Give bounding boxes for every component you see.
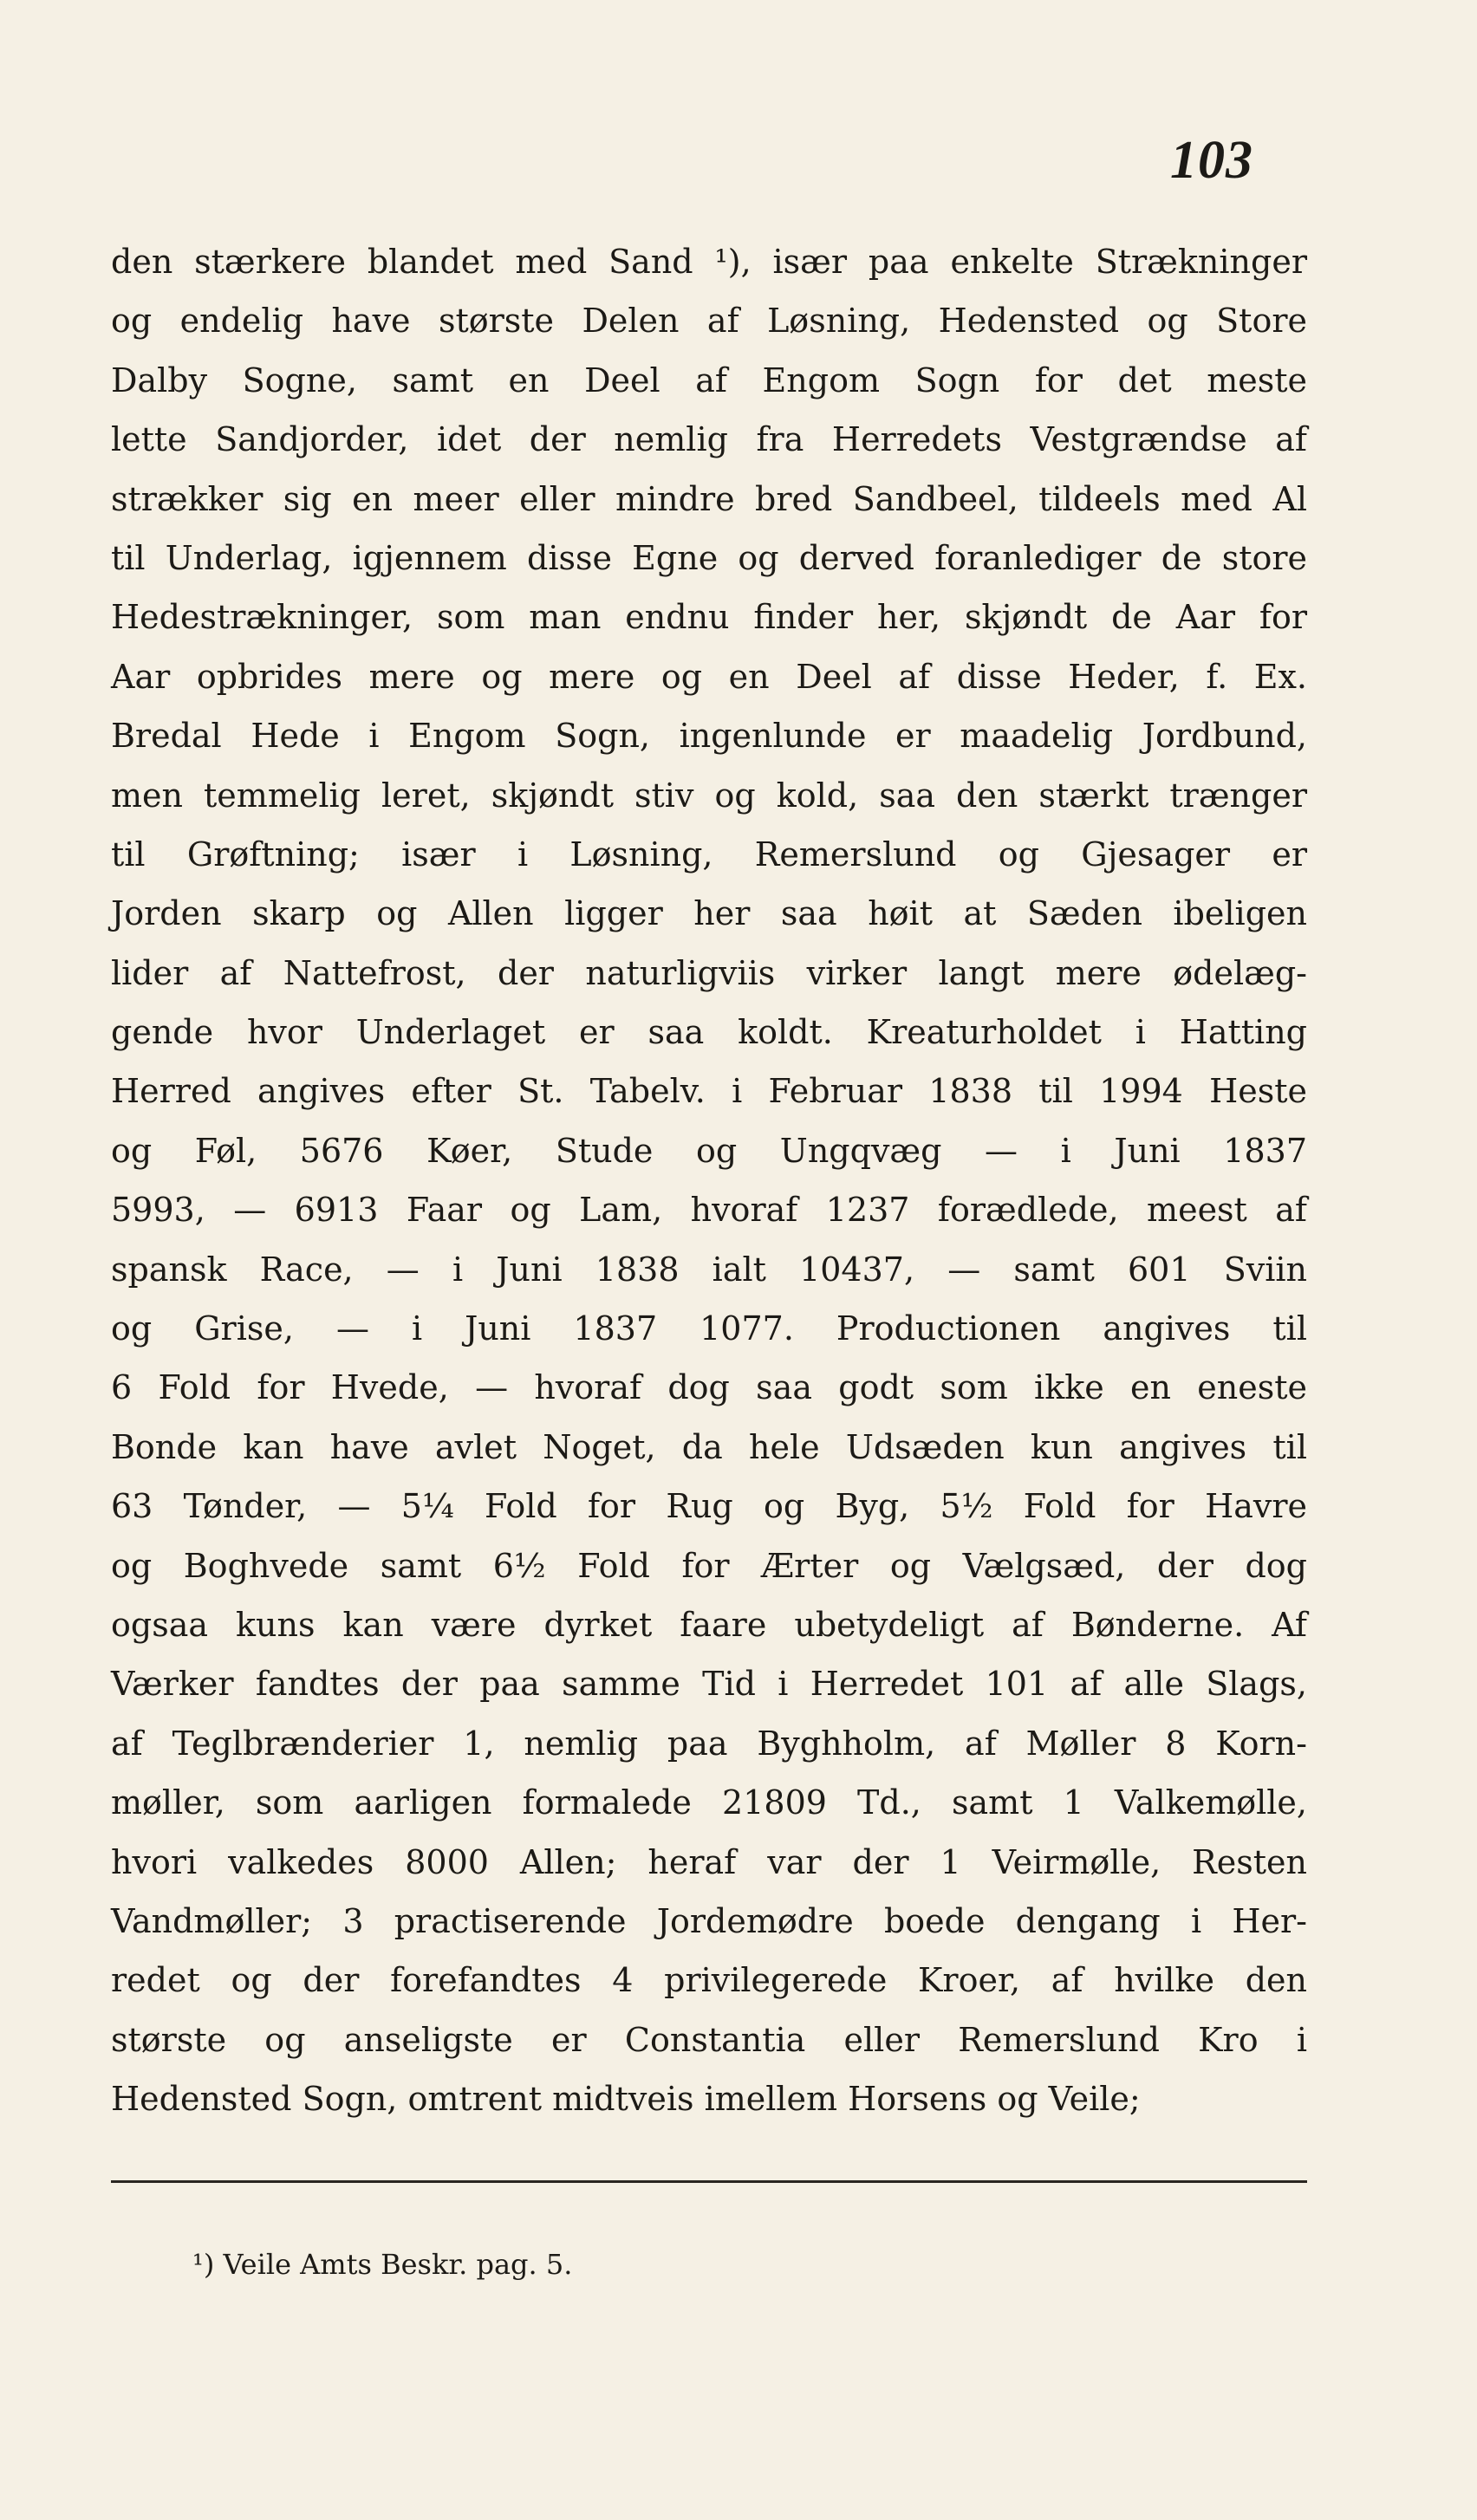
text-line: største og anseligste er Constantia eller Remerslund Kro i (111, 2020, 1307, 2059)
text-line: Dalby Sogne, samt en Deel af Engom Sogn for det meste (111, 360, 1307, 399)
text-line: 63 Tønder, — 5¼ Fold for Rug og Byg, 5½ Fold for Havre (111, 1487, 1307, 1526)
text-line: strækker sig en meer eller mindre bred Sandbeel, tildeels med Al (111, 479, 1307, 518)
text-line: men temmelig leret, skjøndt stiv og kold, saa den stærkt trænger (111, 776, 1307, 815)
text-line: Herred angives efter St. Tabelv. i Februar 1838 til 1994 Heste (111, 1072, 1307, 1111)
text-line: 6 Fold for Hvede, — hvoraf dog saa godt som ikke en eneste (111, 1368, 1307, 1407)
text-line: Bredal Hede i Engom Sogn, ingenlunde er maadelig Jordbund, (111, 717, 1307, 756)
text-line: og Føl, 5676 Køer, Stude og Ungqvæg — i Juni 1837 (111, 1131, 1307, 1170)
text-line: gende hvor Underlaget er saa koldt. Kreaturholdet i Hatting (111, 1013, 1307, 1052)
text-line: Hedensted Sogn, omtrent midtveis imellem Horsens og Veile; (111, 2080, 1141, 2119)
footnote-divider (111, 2180, 1307, 2183)
text-line: ogsaa kuns kan være dyrket faare ubetydeligt af Bønderne. Af (111, 1605, 1307, 1644)
text-line: til Underlag, igjennem disse Egne og derved foranlediger de store (111, 538, 1307, 577)
text-line: og Grise, — i Juni 1837 1077. Productionen angives til (111, 1309, 1307, 1348)
text-line: Hedestrækninger, som man endnu finder her, skjøndt de Aar for (111, 598, 1307, 637)
text-line: til Grøftning; især i Løsning, Remerslund og Gjesager er (111, 835, 1307, 874)
text-line: af Teglbrænderier 1, nemlig paa Byghholm, af Møller 8 Korn- (111, 1724, 1307, 1763)
text-line: lider af Nattefrost, der naturligviis virker langt mere ødelæg- (111, 953, 1307, 992)
text-line: og endelig have største Delen af Løsning, Hedensted og Store (111, 302, 1307, 341)
text-line: Jorden skarp og Allen ligger her saa høit at Sæden ibeligen (111, 894, 1307, 933)
text-line: redet og der forefandtes 4 privilegerede Kroer, af hvilke den (111, 1961, 1307, 2000)
body-text (111, 232, 1307, 2129)
text-line: møller, som aarligen formalede 21809 Td., samt 1 Valkemølle, (111, 1783, 1307, 1822)
text-line: den stærkere blandet med Sand ¹), især paa enkelte Strækninger (111, 243, 1307, 281)
page-number: 103 (1170, 131, 1253, 190)
text-line: lette Sandjorder, idet der nemlig fra Herredets Vestgrændse af (111, 420, 1307, 459)
footnote: ¹) Veile Amts Beskr. pag. 5. (192, 2248, 573, 2281)
text-line: og Boghvede samt 6½ Fold for Ærter og Vælgsæd, der dog (111, 1546, 1307, 1585)
text-line: Værker fandtes der paa samme Tid i Herredet 101 af alle Slags, (111, 1665, 1307, 1704)
text-line: spansk Race, — i Juni 1838 ialt 10437, — samt 601 Sviin (111, 1250, 1307, 1289)
text-line: Vandmøller; 3 practiserende Jordemødre boede dengang i Her- (111, 1901, 1307, 1940)
text-line: Bonde kan have avlet Noget, da hele Udsæden kun angives til (111, 1427, 1307, 1466)
text-line: 5993, — 6913 Faar og Lam, hvoraf 1237 forædlede, meest af (111, 1191, 1307, 1230)
text-line: Aar opbrides mere og mere og en Deel af disse Heder, f. Ex. (111, 657, 1307, 696)
text-line: hvori valkedes 8000 Allen; heraf var der 1 Veirmølle, Resten (111, 1842, 1307, 1881)
